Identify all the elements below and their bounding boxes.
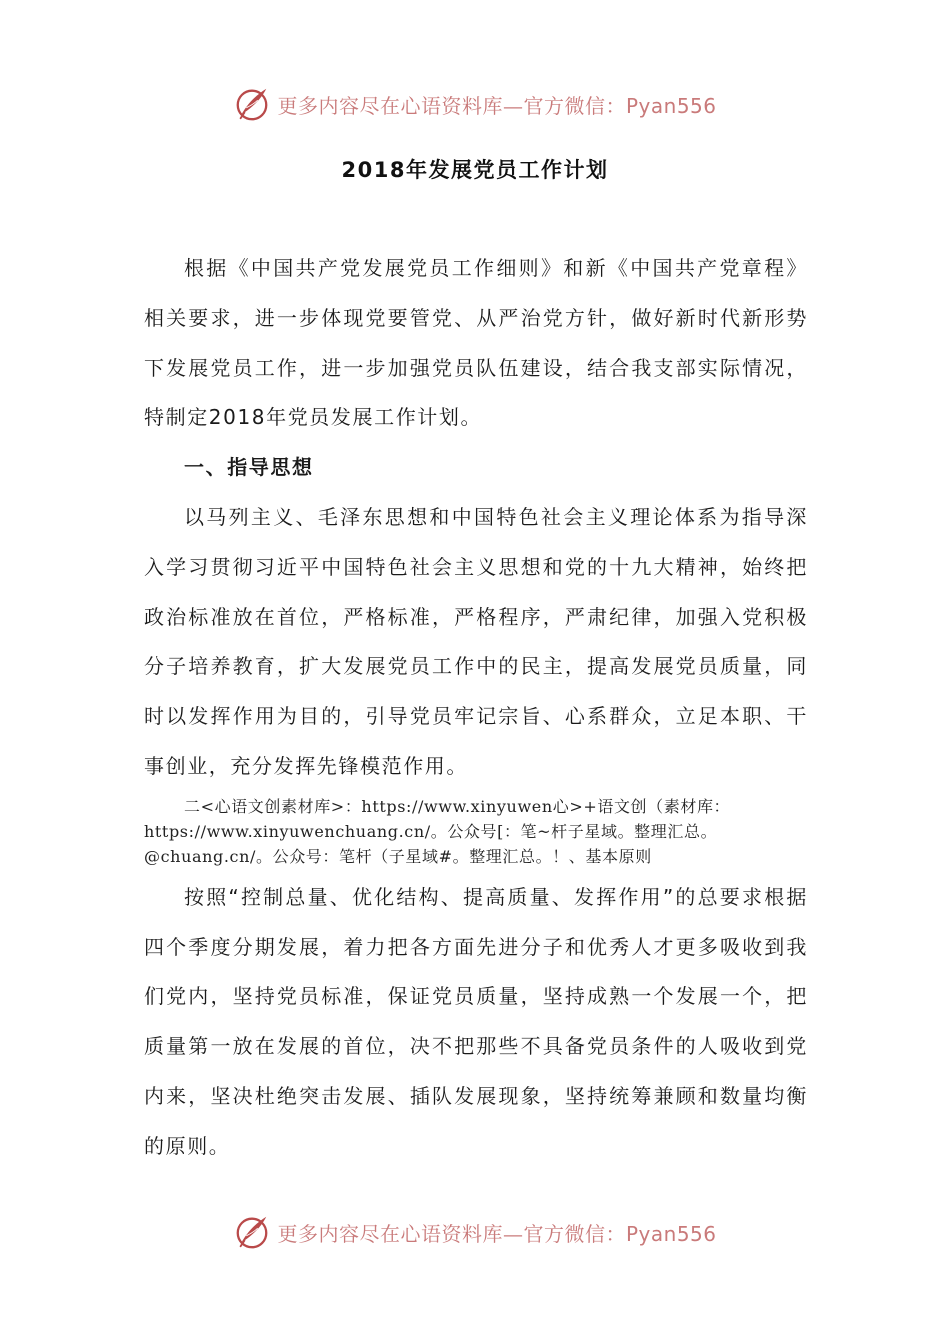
- quill-pen-logo-icon: [233, 85, 271, 123]
- banner-contact: Pyan556: [625, 1221, 717, 1246]
- banner-contact: Pyan556: [625, 93, 717, 118]
- footer-banner: [0, 1210, 950, 1254]
- header-banner: [0, 82, 950, 126]
- intro-paragraph: 根据《中国共产党发展党员工作细则》和新《中国共产党章程》相关要求，进一步体现党要管党、从严治党方针，做好新时代新形势下发展党员工作，进一步加强党员队伍建设，结合我支部实际情况，特制定2018年党员发展工作计划。: [144, 256, 808, 430]
- basic-principles-paragraph: 按照“控制总量、优化结构、提高质量、发挥作用”的总要求根据四个季度分期发展，着力把各方面先进分子和优秀人才更多吸收到我们党内，坚持党员标准，保证党员质量，坚持成熟一个发展一个，把质量第一放在发展的首位，决不把那些不具备党员条件的人吸收到党内来，坚决杜绝突击发展、插队发展现象，坚持统筹兼顾和数量均衡的原则。: [144, 884, 808, 1158]
- banner-label: 更多内容尽在心语资料库—官方微信：: [277, 93, 626, 118]
- quill-pen-logo-icon: [233, 1213, 271, 1251]
- guiding-ideology-paragraph: 以马列主义、毛泽东思想和中国特色社会主义理论体系为指导深入学习贯彻习近平中国特色社会主义思想和党的十九大精神，始终把政治标准放在首位，严格标准，严格程序，严肃纪律，加强入党积极分子培养教育，扩大发展党员工作中的民主，提高发展党员质量，同时以发挥作用为目的，引导党员牢记宗旨、心系群众，立足本职、干事创业，充分发挥先锋模范作用。: [144, 504, 808, 778]
- watermark-noise-text: 二<心语文创素材库>：https://www.xinyuwen心>+语文创（素材库：https://www.xinyuwenchuang.cn/。公众号[：笔~杆子星域。整理汇总。@chuang.cn/。公众号：笔杆（子星域#。整理汇总。！、基本原则: [144, 796, 731, 866]
- banner-content: [233, 1213, 716, 1251]
- banner-label: 更多内容尽在心语资料库—官方微信：: [277, 1221, 626, 1246]
- document-body: [144, 244, 808, 1172]
- document-title: 2018年发展党员工作计划: [341, 158, 609, 182]
- banner-text: [277, 90, 716, 119]
- section-heading-guiding-ideology: 一、指导思想: [184, 455, 314, 480]
- banner-content: [233, 85, 716, 123]
- banner-text: [277, 1218, 716, 1247]
